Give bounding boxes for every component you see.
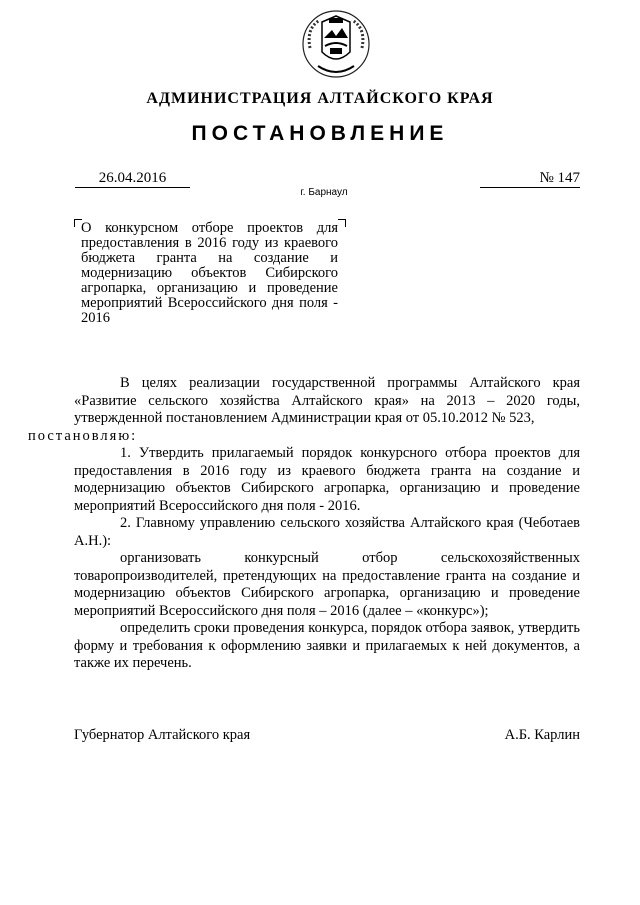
item-1: 1. Утвердить прилагаемый порядок конкурсного отбора проектов для предоставления в 2016 году из краевого бюджета гранта на создание и модернизацию объектов Сибирского агропарка, организацию и проведение мероприятий Всероссийского дня поля - 2016. <box>74 445 580 514</box>
document-city: г. Барнаул <box>300 187 348 198</box>
signatory-position: Губернатор Алтайского края <box>74 727 251 743</box>
item-2-b: определить сроки проведения конкурса, порядок отбора заявок, утвердить форму и требования к оформлению заявки и прилагаемых к ней документов, а также их перечень. <box>74 620 580 671</box>
coat-of-arms-icon <box>300 8 372 80</box>
organization-title: АДМИНИСТРАЦИЯ АЛТАЙСКОГО КРАЯ <box>146 90 494 107</box>
intro-paragraph <box>28 375 580 445</box>
item-2: 2. Главному управлению сельского хозяйства Алтайского края (Чеботаев А.Н.): <box>74 515 580 549</box>
intro-text: В целях реализации государственной программы Алтайского края «Развитие сельского хозяйства Алтайского края» на 2013 – 2020 годы, утвержденной постановлением Администрации края от 05.10.2012 № 523, <box>74 375 580 426</box>
document-number: № 147 <box>480 170 580 188</box>
document-body <box>28 375 580 673</box>
document-subject: О конкурсном отборе проектов для предоставления в 2016 году из краевого бюджета гранта на создание и модернизацию объектов Сибирского агропарка, организацию и проведение мероприятий Всероссийского дня поля - 2016 <box>81 220 338 326</box>
signatory-name: А.Б. Карлин <box>504 727 580 743</box>
resolve-word: постановляю: <box>28 427 138 444</box>
item-2-a: организовать конкурсный отбор сельскохозяйственных товаропроизводителей, претендующих на предоставление гранта на создание и модернизацию объектов Сибирского агропарка, организацию и проведение мероприятий Всероссийского дня поля – 2016 (далее – «конкурс»); <box>74 550 580 619</box>
document-type: ПОСТАНОВЛЕНИЕ <box>191 122 449 145</box>
subject-bracket-right <box>338 219 346 227</box>
document-date: 26.04.2016 <box>75 170 190 188</box>
